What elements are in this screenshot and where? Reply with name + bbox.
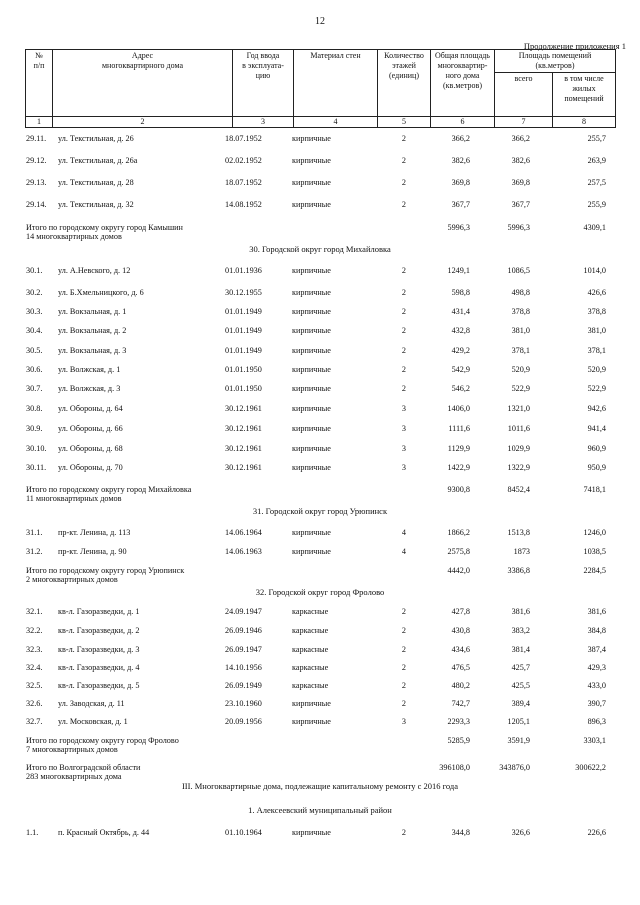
row-rooms-all: 389,4 [511, 699, 530, 708]
row-rooms-living: 387,4 [587, 645, 606, 654]
header-num: № п/п [26, 50, 53, 117]
row-floors: 2 [401, 645, 406, 654]
row-floors: 2 [401, 200, 406, 209]
section-heading: III. Многоквартирные дома, подлежащие капитальному ремонту с 2016 года [181, 781, 459, 791]
total-rooms-all: 8452,4 [507, 485, 530, 494]
row-year: 01.01.1950 [225, 384, 262, 393]
row-rooms-all: 369,8 [511, 178, 530, 187]
row-rooms-living: 378,1 [587, 346, 606, 355]
total-rooms-all: 5996,3 [507, 223, 530, 232]
row-floors: 4 [401, 528, 406, 537]
row-rooms-living: 1038,5 [583, 547, 606, 556]
total-house-count: 283 многоквартирных дома [26, 772, 122, 781]
row-material: кирпичные [292, 547, 331, 556]
row-total-area: 367,7 [451, 200, 470, 209]
row-floors: 2 [401, 699, 406, 708]
table-row [0, 287, 640, 299]
row-rooms-living: 896,3 [587, 717, 606, 726]
row-rooms-all: 366,2 [511, 134, 530, 143]
table-row [0, 680, 640, 692]
table-row [0, 177, 640, 189]
row-material: кирпичные [292, 346, 331, 355]
total-house-count: 2 многоквартирных домов [26, 575, 118, 584]
row-address: ул. Волжская, д. 3 [58, 384, 121, 393]
total-rooms-living: 3303,1 [583, 736, 606, 745]
table-row [0, 625, 640, 637]
row-number: 32.7. [26, 717, 43, 726]
row-material: кирпичные [292, 828, 331, 837]
row-number: 29.14. [26, 200, 47, 209]
row-year: 01.01.1936 [225, 266, 262, 275]
row-rooms-all: 1873 [513, 547, 530, 556]
total-label: Итого по городскому округу город Михайловка [26, 485, 192, 494]
row-material: кирпичные [292, 288, 331, 297]
total-area: 4442,0 [447, 566, 470, 575]
total-rooms-living: 2284,5 [583, 566, 606, 575]
total-area: 9300,8 [447, 485, 470, 494]
row-rooms-all: 381,0 [511, 326, 530, 335]
row-floors: 2 [401, 828, 406, 837]
row-material: кирпичные [292, 463, 331, 472]
row-floors: 2 [401, 346, 406, 355]
table-row [0, 423, 640, 435]
table-row [0, 325, 640, 337]
row-number: 30.8. [26, 404, 43, 413]
row-year: 14.06.1963 [225, 547, 262, 556]
row-material: каркасные [292, 645, 329, 654]
row-material: кирпичные [292, 717, 331, 726]
row-number: 29.11. [26, 134, 47, 143]
row-material: кирпичные [292, 424, 331, 433]
header-total-area: Общая площадь многоквартир- ного дома (кв.метров) [431, 50, 495, 117]
row-address: ул. Текстильная, д. 32 [58, 200, 134, 209]
row-number: 30.5. [26, 346, 43, 355]
row-material: кирпичные [292, 266, 331, 275]
row-rooms-living: 381,0 [587, 326, 606, 335]
continuation-note: Продолжение приложения 1 [523, 41, 626, 51]
row-rooms-all: 520,9 [511, 365, 530, 374]
section-heading: 31. Городской округ город Урюпинск [252, 506, 388, 516]
row-rooms-living: 378,8 [587, 307, 606, 316]
row-number: 1.1. [26, 828, 39, 837]
table-row [0, 662, 640, 674]
row-material: каркасные [292, 607, 329, 616]
row-address: ул. Текстильная, д. 26а [58, 156, 138, 165]
row-address: п. Красный Октябрь, д. 44 [58, 828, 150, 837]
row-material: кирпичные [292, 404, 331, 413]
row-year: 30.12.1961 [225, 444, 262, 453]
table-row [0, 155, 640, 167]
row-number: 32.5. [26, 681, 43, 690]
row-number: 30.10. [26, 444, 47, 453]
row-floors: 4 [401, 547, 406, 556]
row-material: кирпичные [292, 326, 331, 335]
row-address: кв-л. Газоразведки, д. 4 [58, 663, 140, 672]
row-rooms-all: 425,5 [511, 681, 530, 690]
col-number: 4 [294, 117, 378, 128]
row-rooms-all: 382,6 [511, 156, 530, 165]
total-area: 5285,9 [447, 736, 470, 745]
row-floors: 2 [401, 384, 406, 393]
table-row [0, 527, 640, 539]
total-rooms-all: 3386,8 [507, 566, 530, 575]
row-rooms-all: 498,8 [511, 288, 530, 297]
row-rooms-living: 433,0 [587, 681, 606, 690]
row-material: каркасные [292, 681, 329, 690]
row-floors: 2 [401, 156, 406, 165]
row-floors: 2 [401, 681, 406, 690]
row-year: 24.09.1947 [225, 607, 262, 616]
row-year: 18.07.1952 [225, 178, 262, 187]
table-row [0, 199, 640, 211]
row-rooms-living: 390,7 [587, 699, 606, 708]
total-house-count: 7 многоквартирных домов [26, 745, 118, 754]
row-address: ул. Волжская, д. 1 [58, 365, 121, 374]
row-number: 32.3. [26, 645, 43, 654]
row-rooms-all: 1322,9 [507, 463, 530, 472]
row-address: кв-л. Газоразведки, д. 2 [58, 626, 140, 635]
row-total-area: 546,2 [451, 384, 470, 393]
row-total-area: 369,8 [451, 178, 470, 187]
row-rooms-living: 522,9 [587, 384, 606, 393]
col-number: 5 [378, 117, 431, 128]
row-total-area: 2293,3 [447, 717, 470, 726]
row-address: ул. Обороны, д. 70 [58, 463, 123, 472]
col-number: 3 [233, 117, 294, 128]
row-year: 01.10.1964 [225, 828, 262, 837]
header-rooms-living: в том числе жилых помещений [553, 73, 616, 117]
row-rooms-living: 520,9 [587, 365, 606, 374]
col-number: 8 [553, 117, 616, 128]
row-number: 31.1. [26, 528, 43, 537]
row-rooms-all: 378,1 [511, 346, 530, 355]
row-total-area: 1406,0 [447, 404, 470, 413]
row-number: 30.1. [26, 266, 43, 275]
row-rooms-living: 429,3 [587, 663, 606, 672]
total-house-count: 14 многоквартирных домов [26, 232, 122, 241]
row-address: ул. Вокзальная, д. 3 [58, 346, 127, 355]
table-row [0, 443, 640, 455]
row-total-area: 480,2 [451, 681, 470, 690]
row-rooms-living: 257,5 [587, 178, 606, 187]
row-total-area: 2575,8 [447, 547, 470, 556]
row-floors: 3 [401, 463, 406, 472]
table-row [0, 403, 640, 415]
row-rooms-all: 1029,9 [507, 444, 530, 453]
row-rooms-living: 381,6 [587, 607, 606, 616]
header-material: Материал стен [294, 50, 378, 117]
row-floors: 2 [401, 134, 406, 143]
row-rooms-all: 1513,8 [507, 528, 530, 537]
col-number: 2 [53, 117, 233, 128]
total-house-count: 11 многоквартирных домов [26, 494, 122, 503]
row-total-area: 432,8 [451, 326, 470, 335]
total-label: Итого по городскому округу город Урюпинск [26, 566, 185, 575]
row-total-area: 1866,2 [447, 528, 470, 537]
row-material: каркасные [292, 626, 329, 635]
row-address: ул. Вокзальная, д. 2 [58, 326, 127, 335]
total-rooms-living: 4309,1 [583, 223, 606, 232]
row-year: 30.12.1961 [225, 424, 262, 433]
total-label: Итого по городскому округу город Фролово [26, 736, 179, 745]
row-rooms-living: 255,9 [587, 200, 606, 209]
row-rooms-living: 1014,0 [583, 266, 606, 275]
row-rooms-living: 384,8 [587, 626, 606, 635]
row-year: 26.09.1946 [225, 626, 262, 635]
row-floors: 2 [401, 266, 406, 275]
total-rooms-all: 3591,9 [507, 736, 530, 745]
row-address: ул. Б.Хмельницкого, д. 6 [58, 288, 144, 297]
row-floors: 3 [401, 404, 406, 413]
row-floors: 3 [401, 424, 406, 433]
row-total-area: 429,2 [451, 346, 470, 355]
row-material: кирпичные [292, 365, 331, 374]
col-number: 7 [495, 117, 553, 128]
row-material: кирпичные [292, 444, 331, 453]
row-address: ул. Вокзальная, д. 1 [58, 307, 127, 316]
header-year: Год ввода в эксплуата- цию [233, 50, 294, 117]
row-floors: 2 [401, 365, 406, 374]
row-year: 14.06.1964 [225, 528, 262, 537]
row-number: 30.7. [26, 384, 43, 393]
row-total-area: 1129,9 [447, 444, 470, 453]
total-rooms-living: 7418,1 [583, 485, 606, 494]
row-number: 32.6. [26, 699, 43, 708]
row-number: 31.2. [26, 547, 43, 556]
row-material: кирпичные [292, 178, 331, 187]
row-floors: 2 [401, 307, 406, 316]
row-material: кирпичные [292, 528, 331, 537]
row-address: кв-л. Газоразведки, д. 1 [58, 607, 140, 616]
table-row [0, 606, 640, 618]
row-year: 30.12.1955 [225, 288, 262, 297]
table-row [0, 345, 640, 357]
total-area: 5996,3 [447, 223, 470, 232]
row-year: 01.01.1949 [225, 326, 262, 335]
row-number: 30.2. [26, 288, 43, 297]
row-material: кирпичные [292, 307, 331, 316]
table-row [0, 265, 640, 277]
row-total-area: 366,2 [451, 134, 470, 143]
row-rooms-living: 1246,0 [583, 528, 606, 537]
row-rooms-living: 426,6 [587, 288, 606, 297]
row-address: кв-л. Газоразведки, д. 5 [58, 681, 140, 690]
row-address: ул. А.Невского, д. 12 [58, 266, 131, 275]
row-rooms-all: 1205,1 [507, 717, 530, 726]
row-rooms-all: 381,4 [511, 645, 530, 654]
row-address: пр-кт. Ленина, д. 113 [58, 528, 131, 537]
row-rooms-all: 378,8 [511, 307, 530, 316]
row-material: кирпичные [292, 156, 331, 165]
table-row [0, 716, 640, 728]
row-address: ул. Обороны, д. 66 [58, 424, 123, 433]
row-floors: 2 [401, 178, 406, 187]
row-address: ул. Обороны, д. 64 [58, 404, 123, 413]
row-year: 26.09.1947 [225, 645, 262, 654]
row-number: 30.9. [26, 424, 43, 433]
table-row [0, 306, 640, 318]
row-total-area: 1111,6 [448, 424, 470, 433]
row-rooms-living: 942,6 [587, 404, 606, 413]
table-row [0, 698, 640, 710]
total-label: Итого по городскому округу город Камышин [26, 223, 183, 232]
row-year: 26.09.1949 [225, 681, 262, 690]
row-year: 02.02.1952 [225, 156, 262, 165]
row-number: 30.11. [26, 463, 47, 472]
row-year: 23.10.1960 [225, 699, 262, 708]
header-address: Адрес многоквартирного дома [53, 50, 233, 117]
table-row [0, 462, 640, 474]
row-address: кв-л. Газоразведки, д. 3 [58, 645, 140, 654]
row-number: 30.3. [26, 307, 43, 316]
row-total-area: 431,4 [451, 307, 470, 316]
section-heading: 1. Алексеевский муниципальный район [248, 805, 392, 815]
header-floors: Количество этажей (единиц) [378, 50, 431, 117]
table-row [0, 133, 640, 145]
table-row [0, 546, 640, 558]
row-floors: 2 [401, 288, 406, 297]
row-floors: 2 [401, 663, 406, 672]
row-year: 01.01.1949 [225, 346, 262, 355]
col-number: 1 [26, 117, 53, 128]
total-rooms-living: 300622,2 [575, 763, 606, 772]
row-rooms-all: 326,6 [511, 828, 530, 837]
row-material: кирпичные [292, 699, 331, 708]
row-floors: 2 [401, 607, 406, 616]
row-total-area: 542,9 [451, 365, 470, 374]
row-floors: 2 [401, 326, 406, 335]
row-floors: 3 [401, 444, 406, 453]
row-year: 01.01.1949 [225, 307, 262, 316]
row-number: 29.12. [26, 156, 47, 165]
row-rooms-all: 367,7 [511, 200, 530, 209]
row-address: пр-кт. Ленина, д. 90 [58, 547, 127, 556]
header-rooms-area: Площадь помещений (кв.метров) [495, 50, 616, 73]
header-rooms-all: всего [495, 73, 553, 117]
row-year: 18.07.1952 [225, 134, 262, 143]
total-rooms-all: 343876,0 [499, 763, 530, 772]
row-year: 01.01.1950 [225, 365, 262, 374]
table-row [0, 827, 640, 839]
row-number: 32.4. [26, 663, 43, 672]
row-rooms-all: 381,6 [511, 607, 530, 616]
row-rooms-all: 1086,5 [507, 266, 530, 275]
row-rooms-all: 1011,6 [507, 424, 530, 433]
row-year: 30.12.1961 [225, 404, 262, 413]
row-address: ул. Текстильная, д. 28 [58, 178, 134, 187]
table-row [0, 383, 640, 395]
table-row [0, 364, 640, 376]
section-heading: 30. Городской округ город Михайловка [249, 244, 391, 254]
row-total-area: 1422,9 [447, 463, 470, 472]
section-heading: 32. Городской округ город Фролово [255, 587, 385, 597]
row-material: кирпичные [292, 384, 331, 393]
row-rooms-living: 950,9 [587, 463, 606, 472]
row-rooms-all: 1321,0 [507, 404, 530, 413]
row-material: каркасные [292, 663, 329, 672]
row-total-area: 427,8 [451, 607, 470, 616]
row-rooms-living: 960,9 [587, 444, 606, 453]
row-rooms-living: 263,9 [587, 156, 606, 165]
row-rooms-living: 255,7 [587, 134, 606, 143]
row-material: кирпичные [292, 200, 331, 209]
row-total-area: 434,6 [451, 645, 470, 654]
row-rooms-all: 522,9 [511, 384, 530, 393]
row-number: 30.4. [26, 326, 43, 335]
row-number: 30.6. [26, 365, 43, 374]
row-address: ул. Текстильная, д. 26 [58, 134, 134, 143]
row-rooms-living: 226,6 [587, 828, 606, 837]
total-area: 396108,0 [439, 763, 470, 772]
row-year: 14.10.1956 [225, 663, 262, 672]
row-year: 14.08.1952 [225, 200, 262, 209]
row-address: ул. Заводская, д. 11 [58, 699, 125, 708]
row-total-area: 382,6 [451, 156, 470, 165]
row-total-area: 476,5 [451, 663, 470, 672]
row-rooms-all: 383,2 [511, 626, 530, 635]
row-total-area: 742,7 [451, 699, 470, 708]
table-header [25, 49, 616, 128]
row-year: 30.12.1961 [225, 463, 262, 472]
row-total-area: 430,8 [451, 626, 470, 635]
row-address: ул. Московская, д. 1 [58, 717, 128, 726]
row-year: 20.09.1956 [225, 717, 262, 726]
row-material: кирпичные [292, 134, 331, 143]
row-floors: 2 [401, 626, 406, 635]
row-total-area: 598,8 [451, 288, 470, 297]
row-rooms-all: 425,7 [511, 663, 530, 672]
row-number: 32.2. [26, 626, 43, 635]
row-rooms-living: 941,4 [587, 424, 606, 433]
row-address: ул. Обороны, д. 68 [58, 444, 123, 453]
row-total-area: 344,8 [451, 828, 470, 837]
row-number: 32.1. [26, 607, 43, 616]
row-total-area: 1249,1 [447, 266, 470, 275]
total-label: Итого по Волгоградской области [26, 763, 141, 772]
table-row [0, 644, 640, 656]
row-floors: 3 [401, 717, 406, 726]
col-number: 6 [431, 117, 495, 128]
page-number: 12 [315, 16, 325, 27]
row-number: 29.13. [26, 178, 47, 187]
